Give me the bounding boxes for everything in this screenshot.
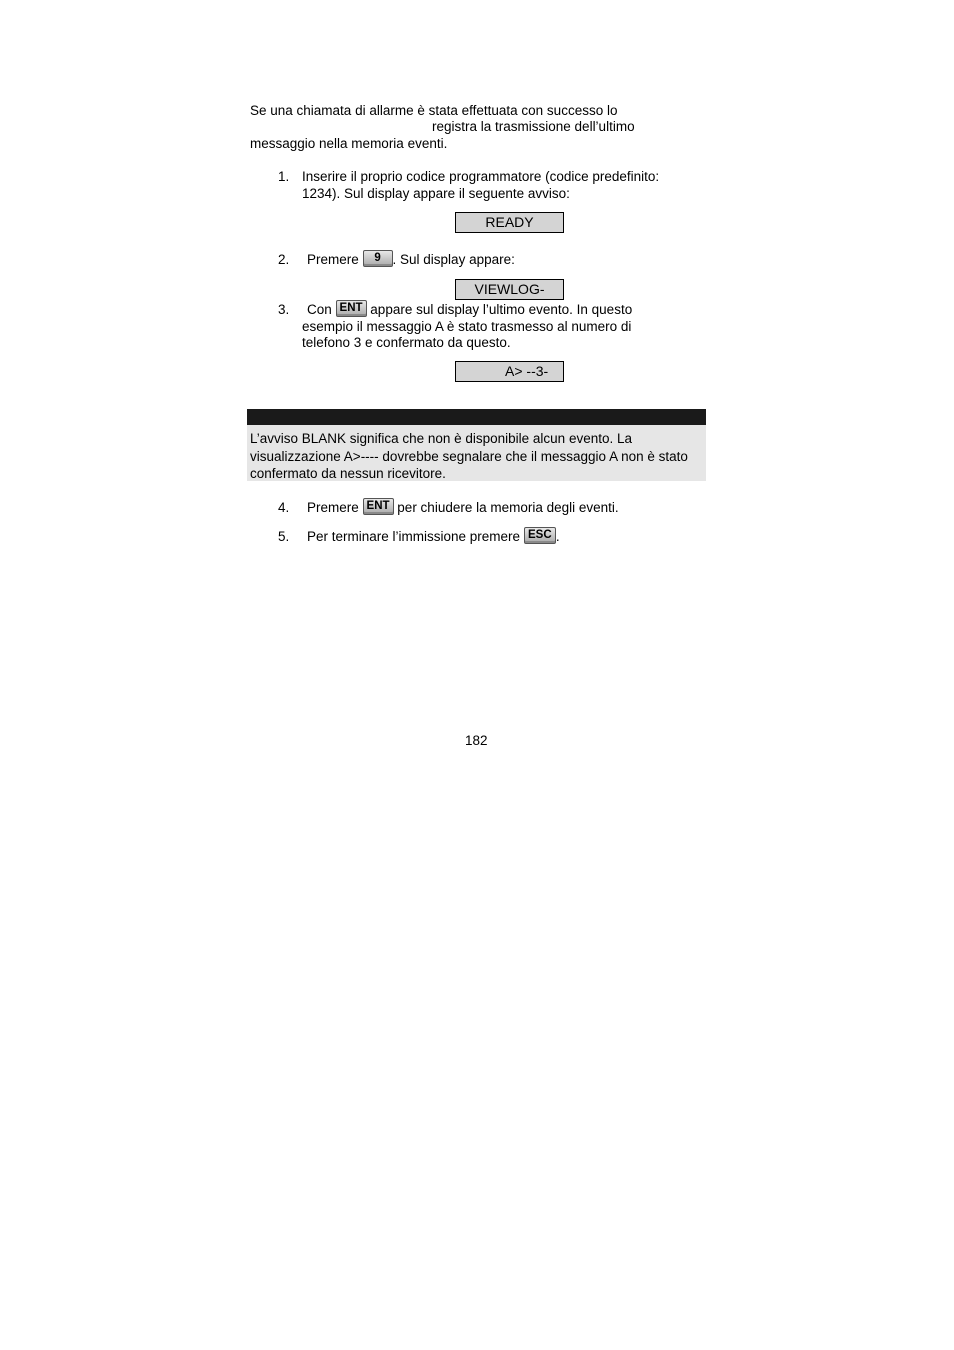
step-2-before: Premere <box>307 252 359 267</box>
step-3-line-3: telefono 3 e confermato da questo. <box>302 335 511 350</box>
step-4-text <box>307 500 619 517</box>
display-event-text: A> --3- <box>505 363 549 379</box>
step-5-after: . <box>555 529 560 544</box>
key-ent-icon: ENT <box>336 300 367 317</box>
step-1-line-2: 1234). Sul display appare il seguente avviso: <box>302 186 570 201</box>
step-4-before: Premere <box>307 500 359 515</box>
step-5-text <box>307 529 560 546</box>
key-esc-icon: ESC <box>524 527 556 544</box>
key-9-icon: 9 <box>363 250 393 267</box>
step-3-number: 3. <box>278 302 290 317</box>
step-2-number: 2. <box>278 252 290 267</box>
step-2-text <box>307 252 515 269</box>
step-4-number: 4. <box>278 500 290 515</box>
step-1-number: 1. <box>278 169 290 184</box>
step-3-after: appare sul display l’ultimo evento. In questo <box>370 302 633 317</box>
step-5-number: 5. <box>278 529 290 544</box>
intro-line-2: registra la trasmissione dell’ultimo <box>432 119 635 134</box>
display-ready: READY <box>455 212 564 233</box>
step-4-after: per chiudere la memoria degli eventi. <box>397 500 619 515</box>
key-ent-icon: ENT <box>363 498 394 515</box>
step-1-line-1: Inserire il proprio codice programmatore (codice predefinito: <box>302 169 660 184</box>
display-viewlog: VIEWLOG- <box>455 279 564 300</box>
step-3-line-2: esempio il messaggio A è stato trasmesso al numero di <box>302 319 632 334</box>
note-header-bar <box>247 409 706 425</box>
step-5-before: Per terminare l’immissione premere <box>307 529 521 544</box>
step-3-before: Con <box>307 302 332 317</box>
intro-line-1: Se una chiamata di allarme è stata effettuata con successo lo <box>250 103 618 118</box>
display-event <box>455 361 564 382</box>
step-2-after: . Sul display appare: <box>392 252 515 267</box>
intro-line-3: messaggio nella memoria eventi. <box>250 136 448 151</box>
note-text: L’avviso BLANK significa che non è disponibile alcun evento. La visualizzazione A>---- dovrebbe segnalare che il messaggio A non è stato confermato da nessun ricevitore. <box>250 431 688 481</box>
step-3-line-1 <box>307 302 632 319</box>
page-number: 182 <box>465 733 488 748</box>
